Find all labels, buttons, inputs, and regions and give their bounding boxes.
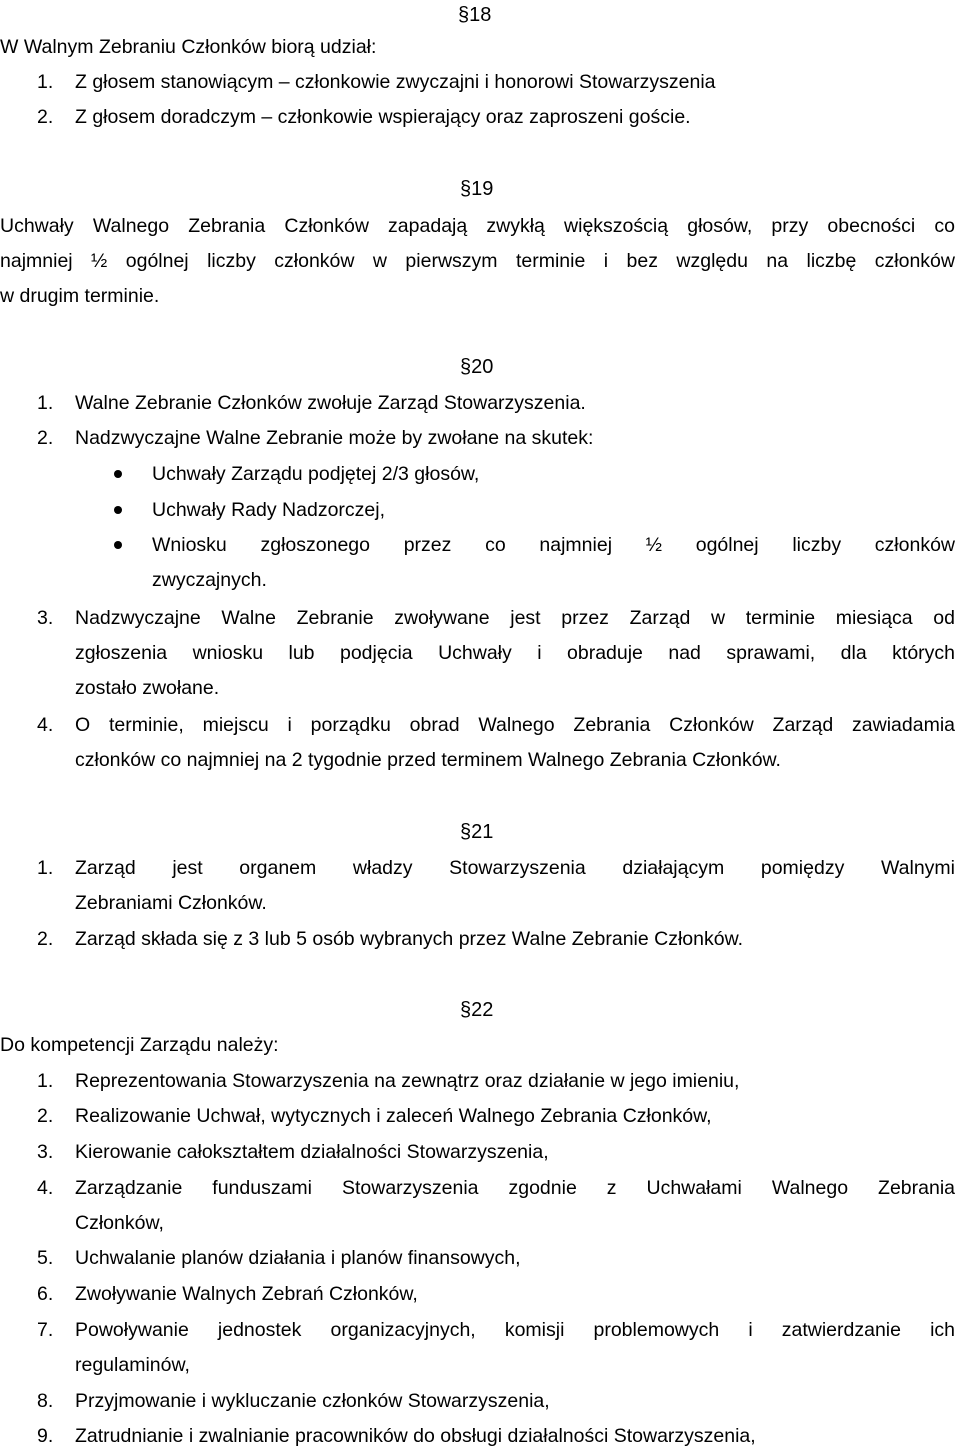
s22-item-1-text: Reprezentowania Stowarzyszenia na zewnątrz oraz działanie w jego imieniu,	[75, 1070, 740, 1092]
bullet-icon	[114, 470, 122, 478]
s22-item-5-text: Uchwalanie planów działania i planów finansowych,	[75, 1247, 521, 1269]
s21-item-2-text: Zarząd składa się z 3 lub 5 osób wybranych przez Walne Zebranie Członków.	[75, 928, 744, 950]
s20-item-2-text: Nadzwyczajne Walne Zebranie może by zwołane na skutek:	[75, 427, 594, 449]
s20-item-2-num: 2.	[37, 427, 54, 449]
section-heading-18: §18	[458, 4, 492, 26]
s22-item-3-num: 3.	[37, 1141, 54, 1163]
s22-item-1-num: 1.	[37, 1070, 54, 1092]
s19-line-3: w drugim terminie.	[0, 285, 160, 307]
s20-item-4-line-1: O terminie, miejscu i porządku obrad Walnego Zebrania Członków Zarząd zawiadamia	[75, 714, 955, 736]
s20-item-3-line-2: zgłoszenia wniosku lub podjęcia Uchwały i obraduje nad sprawami, dla których	[75, 642, 955, 664]
s18-item-1-num: 1.	[37, 71, 54, 93]
section-heading-19: §19	[460, 178, 494, 200]
section-heading-20: §20	[460, 356, 494, 378]
s20-item-3-num: 3.	[37, 607, 54, 629]
s22-item-6-text: Zwoływanie Walnych Zebrań Członków,	[75, 1283, 418, 1305]
s21-item-2-num: 2.	[37, 928, 54, 950]
s20-item-4-num: 4.	[37, 714, 54, 736]
s20-item-3-line-1: Nadzwyczajne Walne Zebranie zwoływane jest przez Zarząd w terminie miesiąca od	[75, 607, 955, 629]
s22-item-4-line-1: Zarządzanie funduszami Stowarzyszenia zgodnie z Uchwałami Walnego Zebrania	[75, 1177, 955, 1199]
s18-intro: W Walnym Zebraniu Członków biorą udział:	[0, 36, 377, 58]
s22-item-2-text: Realizowanie Uchwał, wytycznych i zaleceń Walnego Zebrania Członków,	[75, 1105, 712, 1127]
s21-item-1-line-2: Zebraniami Członków.	[75, 892, 267, 914]
s20-bullet-3-line-2: zwyczajnych.	[152, 569, 267, 591]
s22-item-7-num: 7.	[37, 1319, 54, 1341]
s20-item-4-line-2: członków co najmniej na 2 tygodnie przed terminem Walnego Zebrania Członków.	[75, 749, 781, 771]
s22-item-4-num: 4.	[37, 1177, 54, 1199]
s22-item-7-line-2: regulaminów,	[75, 1354, 190, 1376]
s20-item-1-num: 1.	[37, 392, 54, 414]
s18-item-2-num: 2.	[37, 106, 54, 128]
bullet-icon	[114, 506, 122, 514]
s20-bullet-1: Uchwały Zarządu podjętej 2/3 głosów,	[152, 463, 480, 485]
s19-line-2: najmniej ½ ogólnej liczby członków w pierwszym terminie i bez względu na liczbę członków	[0, 250, 955, 272]
s18-item-2-text: Z głosem doradczym – członkowie wspierający oraz zaproszeni goście.	[75, 106, 691, 128]
section-heading-22: §22	[460, 999, 494, 1021]
s21-item-1-line-1: Zarząd jest organem władzy Stowarzyszenia działającym pomiędzy Walnymi	[75, 857, 955, 879]
bullet-icon	[114, 541, 122, 549]
s22-item-3-text: Kierowanie całokształtem działalności Stowarzyszenia,	[75, 1141, 549, 1163]
s20-bullet-3-line-1: Wniosku zgłoszonego przez co najmniej ½ ogólnej liczby członków	[152, 534, 955, 556]
s22-item-9-text: Zatrudnianie i zwalnianie pracowników do obsługi działalności Stowarzyszenia,	[75, 1425, 756, 1447]
section-heading-21: §21	[460, 821, 494, 843]
s22-item-8-num: 8.	[37, 1390, 54, 1412]
s22-item-5-num: 5.	[37, 1247, 54, 1269]
s22-item-7-line-1: Powoływanie jednostek organizacyjnych, komisji problemowych i zatwierdzanie ich	[75, 1319, 955, 1341]
s22-item-4-line-2: Członków,	[75, 1212, 164, 1234]
s18-item-1-text: Z głosem stanowiącym – członkowie zwyczajni i honorowi Stowarzyszenia	[75, 71, 716, 93]
s22-item-9-num: 9.	[37, 1425, 54, 1447]
s21-item-1-num: 1.	[37, 857, 54, 879]
s22-intro: Do kompetencji Zarządu należy:	[0, 1034, 279, 1056]
s20-item-1-text: Walne Zebranie Członków zwołuje Zarząd Stowarzyszenia.	[75, 392, 586, 414]
s20-bullet-2: Uchwały Rady Nadzorczej,	[152, 499, 386, 521]
s22-item-8-text: Przyjmowanie i wykluczanie członków Stowarzyszenia,	[75, 1390, 550, 1412]
s20-item-3-line-3: zostało zwołane.	[75, 677, 220, 699]
s22-item-2-num: 2.	[37, 1105, 54, 1127]
s22-item-6-num: 6.	[37, 1283, 54, 1305]
s19-line-1: Uchwały Walnego Zebrania Członków zapadają zwykłą większością głosów, przy obecności co	[0, 215, 955, 237]
